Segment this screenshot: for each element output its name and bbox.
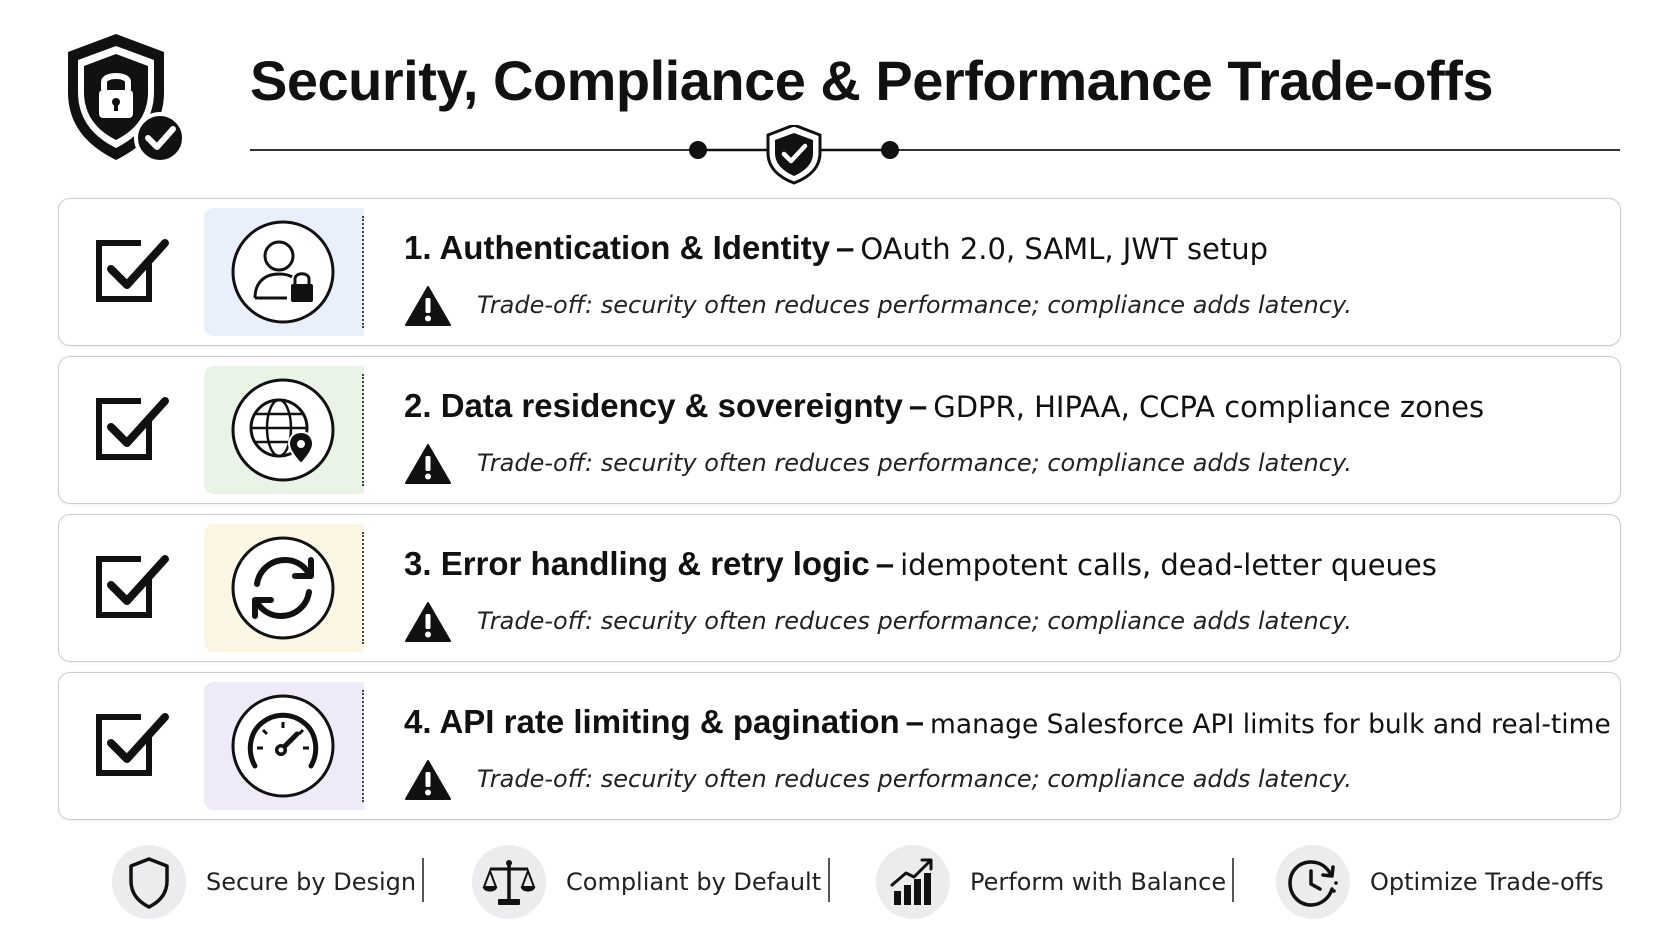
shield-icon bbox=[112, 845, 186, 919]
checkbox-checked-icon bbox=[93, 391, 169, 467]
checkbox-checked-icon bbox=[93, 549, 169, 625]
card-title: 4. API rate limiting & pagination – manage Salesforce API limits for bulk and real-time bbox=[404, 703, 1611, 740]
scales-icon bbox=[472, 845, 546, 919]
shield-lock-check-icon bbox=[60, 28, 192, 170]
footer-label: Compliant by Default bbox=[566, 868, 822, 896]
footer-label: Perform with Balance bbox=[970, 868, 1227, 896]
checkbox-checked-icon bbox=[93, 707, 169, 783]
trade-off-note: Trade-off: security often reduces performance; compliance adds latency. bbox=[477, 449, 1352, 477]
refresh-icon bbox=[229, 534, 337, 642]
card-title: 1. Authentication & Identity – OAuth 2.0, SAML, JWT setup bbox=[404, 229, 1269, 266]
footer-item-optimize bbox=[1276, 846, 1604, 918]
footer-label: Optimize Trade-offs bbox=[1370, 868, 1604, 896]
globe-pin-icon bbox=[229, 376, 337, 484]
trade-off-note: Trade-off: security often reduces performance; compliance adds latency. bbox=[477, 765, 1352, 793]
icon-panel bbox=[204, 682, 364, 810]
page-title: Security, Compliance & Performance Trade-offs bbox=[250, 49, 1494, 112]
clock-refresh-icon bbox=[1276, 845, 1350, 919]
card-error-handling bbox=[58, 514, 1621, 662]
footer-separator bbox=[1232, 858, 1234, 902]
card-api-rate-limiting bbox=[58, 672, 1621, 820]
icon-panel bbox=[204, 208, 364, 336]
gauge-icon bbox=[229, 692, 337, 800]
warning-icon bbox=[404, 759, 452, 801]
trade-off-note: Trade-off: security often reduces performance; compliance adds latency. bbox=[477, 291, 1352, 319]
warning-icon bbox=[404, 285, 452, 327]
footer-item-perform bbox=[876, 846, 1226, 918]
footer-item-compliant bbox=[472, 846, 821, 918]
warning-icon bbox=[404, 443, 452, 485]
trade-off-note: Trade-off: security often reduces performance; compliance adds latency. bbox=[477, 607, 1352, 635]
shield-check-icon bbox=[768, 125, 820, 183]
icon-panel bbox=[204, 524, 364, 652]
warning-icon bbox=[404, 601, 452, 643]
title-divider bbox=[250, 125, 1620, 195]
card-authentication bbox=[58, 198, 1621, 346]
footer-item-secure bbox=[112, 846, 416, 918]
footer-label: Secure by Design bbox=[206, 868, 417, 896]
user-lock-icon bbox=[229, 218, 337, 326]
icon-panel bbox=[204, 366, 364, 494]
card-data-residency bbox=[58, 356, 1621, 504]
checkbox-checked-icon bbox=[93, 233, 169, 309]
card-title: 3. Error handling & retry logic – idempotent calls, dead-letter queues bbox=[404, 545, 1437, 582]
bar-chart-up-icon bbox=[876, 845, 950, 919]
footer-separator bbox=[828, 858, 830, 902]
card-title: 2. Data residency & sovereignty – GDPR, HIPAA, CCPA compliance zones bbox=[404, 387, 1485, 424]
footer-separator bbox=[422, 858, 424, 902]
